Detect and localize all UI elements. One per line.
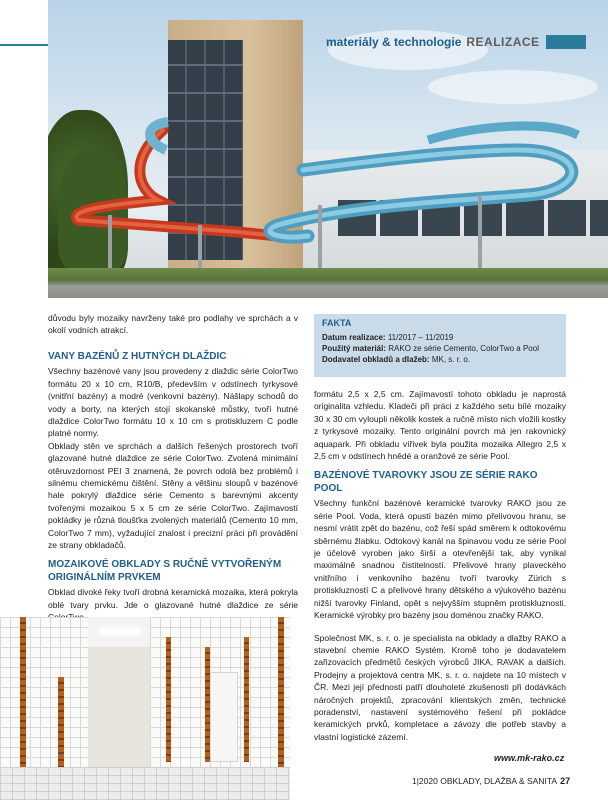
facts-label: Použitý materiál: bbox=[322, 344, 387, 353]
intro-paragraph: důvodu byly mozaiky navrženy také pro podlahy ve sprchách a v okolí vodních atrakcí. bbox=[48, 313, 298, 336]
facts-value: 11/2017 – 11/2019 bbox=[387, 333, 454, 342]
top-accent-rule bbox=[0, 44, 48, 46]
left-column bbox=[48, 312, 298, 624]
facts-box bbox=[314, 314, 566, 377]
facts-label: Dodavatel obkladů a dlažeb: bbox=[322, 355, 430, 364]
page-footer bbox=[412, 776, 570, 786]
facts-row bbox=[322, 354, 558, 365]
facts-label: Datum realizace: bbox=[322, 333, 386, 342]
paragraph-company: Společnost MK, s. r. o. je specialista na obklady a dlažby RAKO a stavební chemie RAKO Systém. Kromě toho je dodavatelem zařizovacích předmětů českých výrobců JIKA, RAVAK a dalších. Prodejny a projektová centra MK, s. r. o. najdete na 10 místech v ČR. Mezi její přednosti patří dlouholeté zkušenosti při dodávkách náročných projektů, zpracování klientských změn, technické poradenství, nastavení systémového řešení při pokládce keramických prvků, kompletace a závozy dle potřeb stavby a vlastní logistické zázemí. bbox=[314, 632, 566, 742]
section-name: materiály & technologie bbox=[326, 35, 462, 49]
paragraph-vany-1: Všechny bazénové vany jsou provedeny z dlaždic série ColorTwo formátu 20 x 10 cm, R10/B, především v odstínech tyrkysové (vnitřní bazény) a modré (venkovní bazény). Nášlapy schodů do vody a borty, na kterých stojí skokanské můstky, tvoří hutné dlaždice ColorTwo formátu 10 x 10 cm s protiskluzem C podle platné normy. bbox=[48, 366, 298, 439]
page-number: 27 bbox=[560, 776, 571, 786]
section-header bbox=[326, 33, 586, 51]
heading-mozaikove-obklady: MOZAIKOVÉ OBKLADY S RUČNĚ VYTVOŘENÝM ORIGINÁLNÍM PRVKEM bbox=[48, 559, 282, 583]
paragraph-tvarovky: Všechny funkční bazénové keramické tvarovky RAKO jsou ze série Pool. Voda, která opustí bazén mimo přelivovou hranu, se nesmí vrátit zpět do bazénu, což řeší spád směrem k odtokovému sběrnému žlabku. Odtokový kanál na špinavou vodu ze série Pool je účelově vyroben jako širší a otevřenější tak, aby vynikal maximálně snadnou čistitelností. Přelivové hrany plaveckého vnitřního i venkovního bazénu tvoří tvarovky Zürich s protiskluzností C a přelivové hrany dětského a výukového bazénu nižší tvarovky Finland, opět s nejvyšším stupněm protiskluznosti. Keramické výrobky pro bazény jsou doménou značky RAKO. bbox=[314, 498, 566, 621]
heading-vany-bazenu: VANY BAZÉNŮ Z HUTNÝCH DLAŽDIC bbox=[48, 350, 227, 362]
shower-interior-photo bbox=[0, 617, 290, 800]
right-column bbox=[314, 388, 566, 743]
company-website: www.mk-rako.cz bbox=[494, 753, 565, 763]
paragraph-mozaika-cont: formátu 2,5 x 2,5 cm. Zajímavostí tohoto obkladu je naprostá originalita vzhledu. Kladeči při práci z každého setu bílé mozaiky 30 x 30 cm vyloupli několik kostek a ručně místo nich vložili kostky z tyrkysové mozaiky. Tento originální povrch má jen rakovnický aquapark. Při obkladu vířivek byla použita mozaika Allegro 2,5 x 2,5 cm v odstínech hnědé a oranžové ze série Pool. bbox=[314, 389, 566, 462]
facts-value: MK, s. r. o. bbox=[431, 355, 471, 364]
facts-row bbox=[322, 343, 558, 354]
paragraph-mozaika: Obklad divoké řeky tvoří drobná keramická mozaika, která pokryla oblé tvary prvku. Jde o glazované hutné dlaždice ze série bbox=[48, 587, 298, 610]
heading-bazenove-tvarovky: BAZÉNOVÉ TVAROVKY JSOU ZE SÉRIE RAKO POOL bbox=[314, 470, 538, 494]
section-accent-bar bbox=[546, 35, 586, 49]
facts-value: RAKO ze série Cemento, ColorTwo a Pool bbox=[388, 344, 539, 353]
section-category: REALIZACE bbox=[466, 35, 540, 49]
facts-row bbox=[322, 332, 558, 343]
facts-title: FAKTA bbox=[322, 318, 352, 328]
issue-label: 1|2020 OBKLADY, DLAŽBA & SANITA bbox=[412, 776, 558, 786]
paragraph-vany-2: Obklady stěn ve sprchách a dalších řešených prostorech tvoří glazované hutné dlaždice ze série ColorTwo. Zvolená minimální otěruvzdornost PEI 3 znamená, že povrch odolá bez problémů i silnému chemickému čištění. Stěny a většinu sloupů v bazénové hale pokrylý dlaždice série Cemento s barevnými akcenty tvořenými mozaikou 5 x 5 cm ze série ColorTwo. Zajímavostí pokládky je různá tloušťka zvolených materiálů (Cemento 10 mm, ColorTwo 7 mm), vyžadující znalost i precizní práci při provádění ze strany obkladačů. bbox=[48, 440, 298, 550]
